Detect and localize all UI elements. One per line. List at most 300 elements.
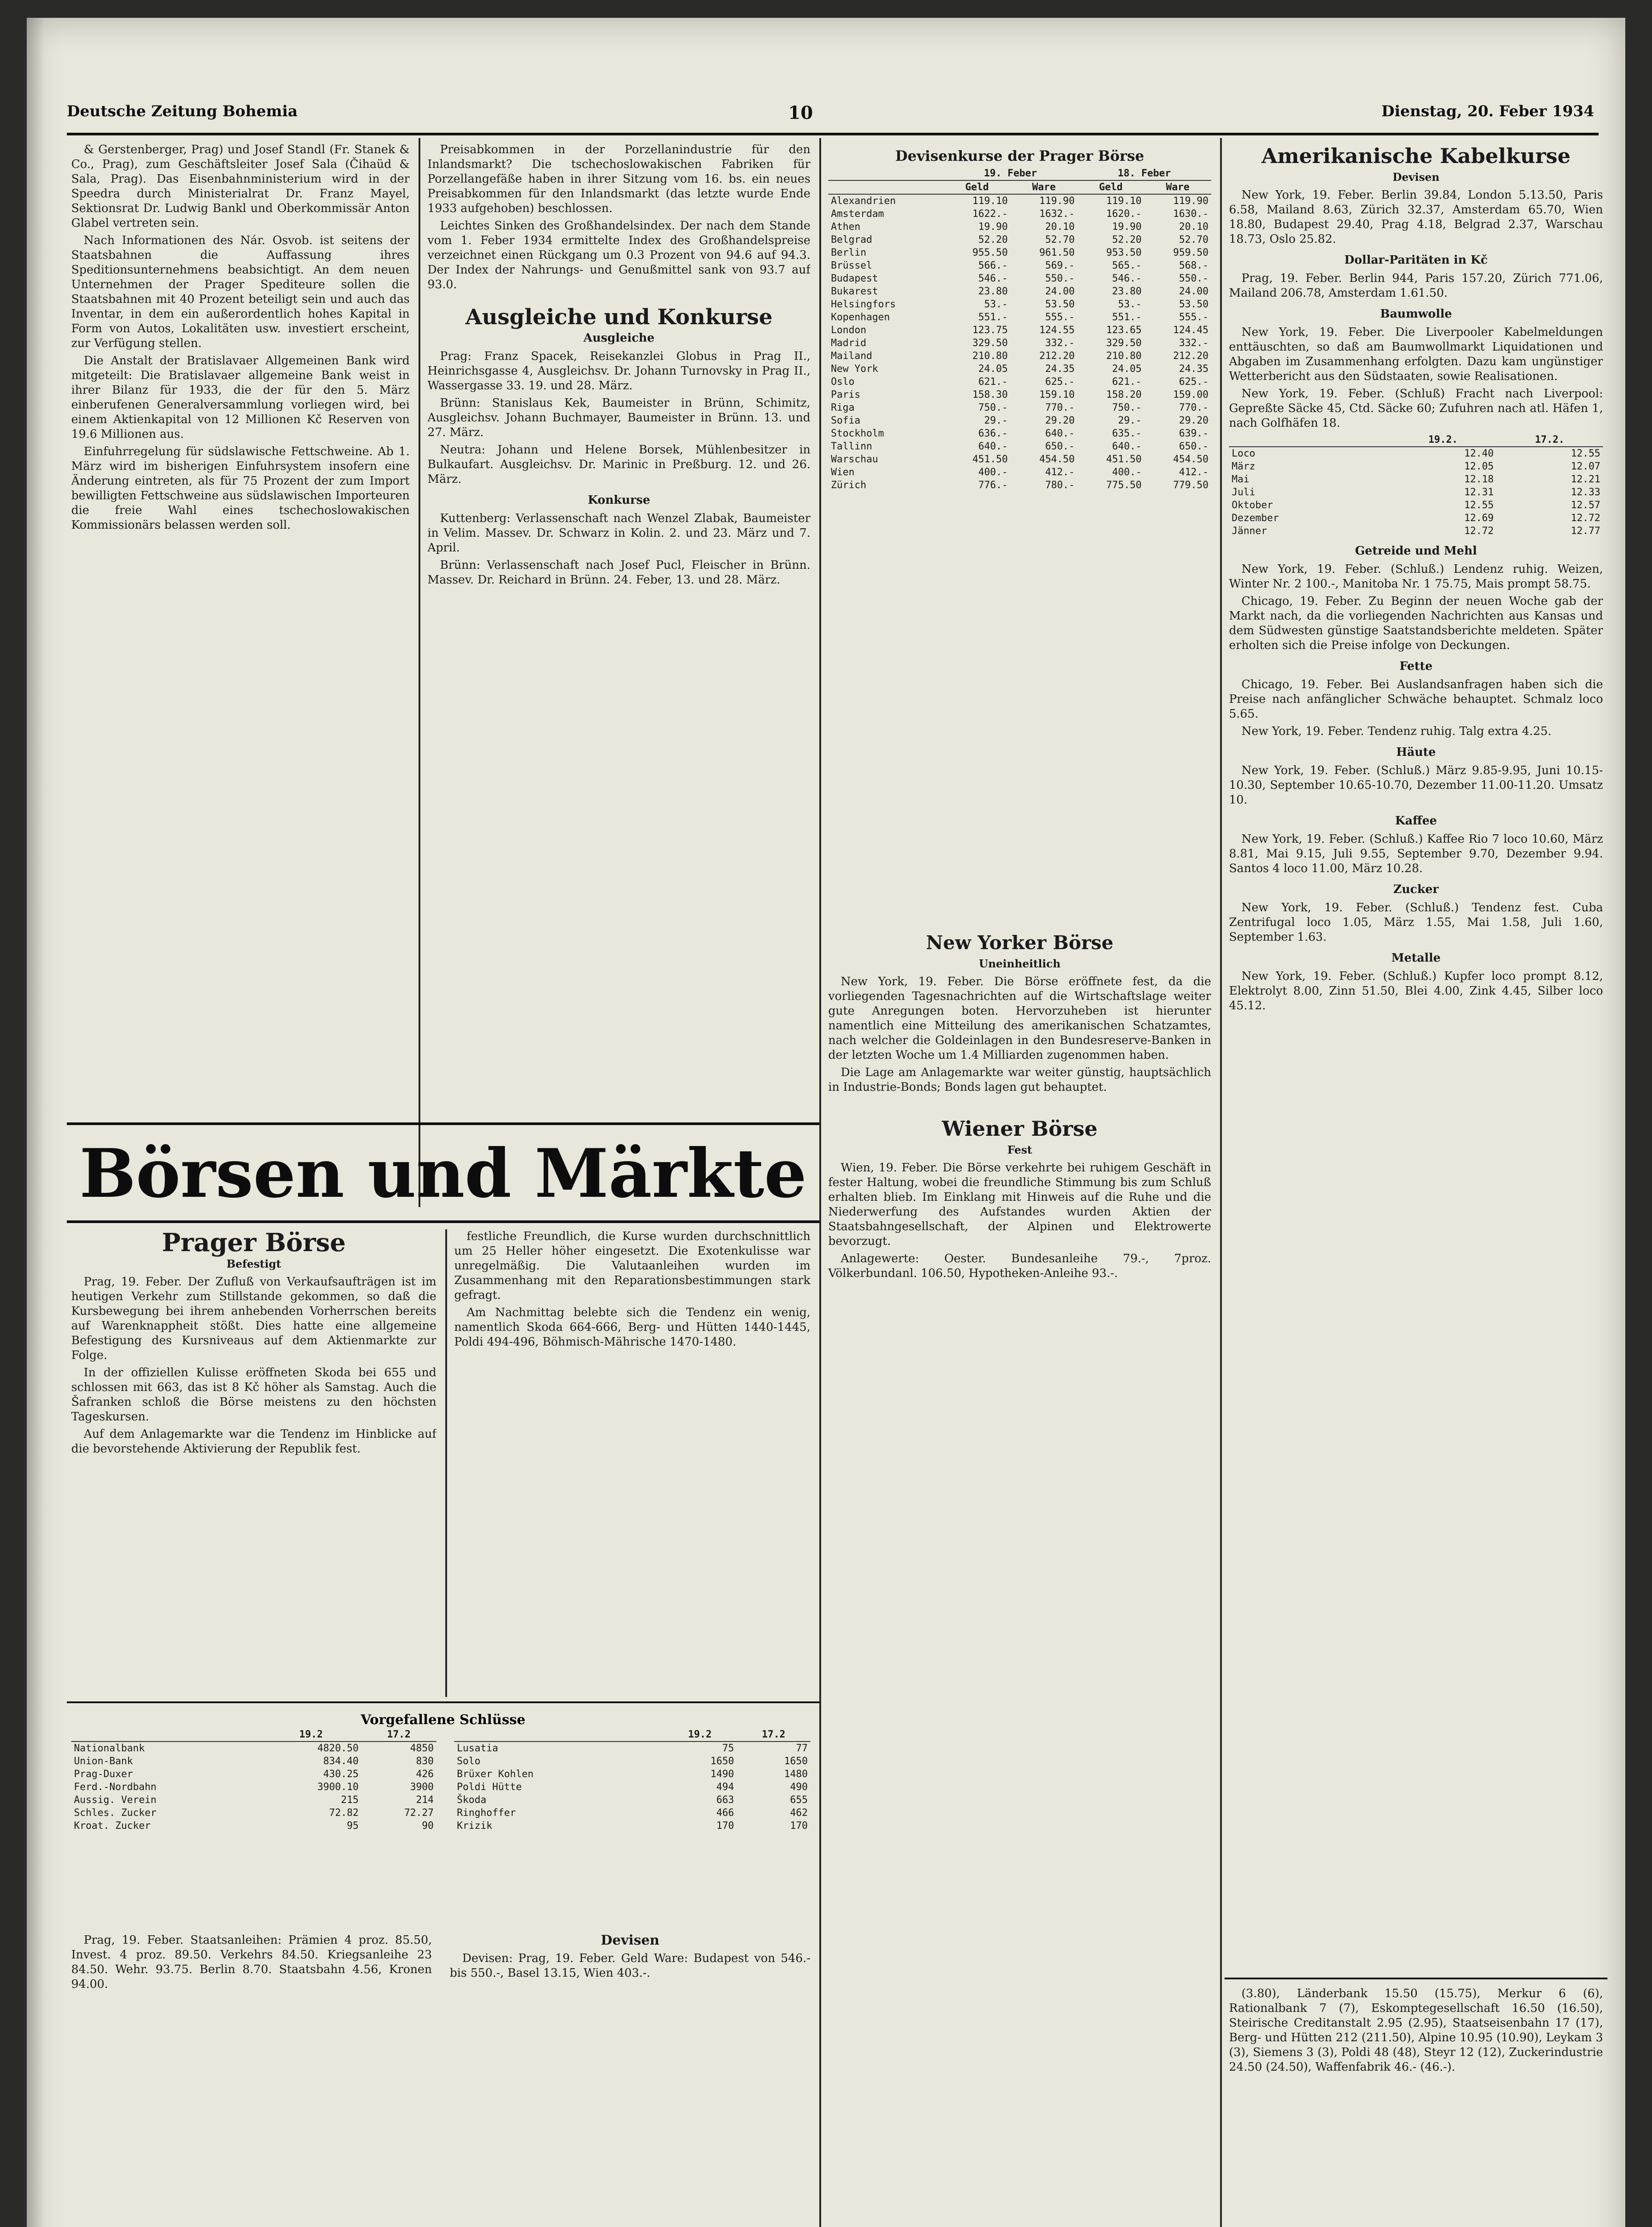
cotton-value: 12.72	[1464, 526, 1494, 537]
column-rule	[445, 1229, 447, 1697]
table-row	[1229, 486, 1603, 499]
currency-name: Berlin	[831, 247, 867, 258]
stock-name: Ringhoffer	[457, 1807, 516, 1819]
rate-value: 639.-	[1179, 428, 1208, 439]
section-subheading: Zucker	[1393, 883, 1439, 896]
cotton-value: 12.72	[1571, 513, 1600, 524]
right-bottom-column	[1229, 1986, 1603, 2227]
rate-value: 20.10	[1179, 221, 1208, 232]
stock-value: 90	[422, 1820, 434, 1831]
column-1	[71, 143, 410, 1114]
currency-name: Amsterdam	[831, 208, 884, 220]
schluesse-table-wrap-2	[454, 1728, 810, 1915]
rate-value: 53.-	[1118, 299, 1142, 310]
currency-name: Belgrad	[831, 234, 872, 245]
stock-head: 19.2	[261, 1728, 362, 1742]
rate-value: 329.50	[972, 338, 1008, 349]
currency-name: Mailand	[831, 351, 872, 362]
rate-value: 123.65	[1106, 325, 1142, 336]
rate-value: 29.20	[1179, 415, 1208, 426]
cotton-head: 17.2.	[1497, 433, 1603, 447]
rate-value: 776.-	[978, 480, 1008, 491]
rate-value: 451.50	[972, 454, 1008, 465]
currency-name: Budapest	[831, 273, 878, 284]
rate-value: 1622.-	[972, 208, 1008, 220]
rate-value: 555.-	[1045, 312, 1075, 323]
prager-boerse-column-2	[454, 1229, 810, 1697]
table-row	[71, 1742, 436, 1755]
cotton-month: Jänner	[1232, 526, 1267, 537]
rate-value: 451.50	[1106, 454, 1142, 465]
rate-value: 635.-	[1112, 428, 1142, 439]
table-row	[828, 220, 1211, 233]
rate-value: 551.-	[978, 312, 1008, 323]
table-row	[1229, 512, 1603, 525]
stock-head: 19.2	[663, 1728, 736, 1742]
rate-value: 621.-	[978, 376, 1008, 387]
table-heading: Vorgefallene Schlüsse	[361, 1712, 525, 1728]
rate-value: 625.-	[1045, 376, 1075, 387]
rate-value: 53.50	[1045, 299, 1075, 310]
table-row	[828, 427, 1211, 440]
article-paragraph: Devisen: Prag, 19. Feber. Geld Ware: Budapest von 546.- bis 550.-, Basel 13.15, Wien 403.-.	[450, 1952, 810, 1980]
rate-value: 955.50	[972, 247, 1008, 258]
currency-name: Helsingfors	[831, 299, 896, 310]
stock-value: 663	[716, 1795, 734, 1806]
rate-value: 329.50	[1106, 338, 1142, 349]
stock-name: Lusatia	[457, 1743, 498, 1754]
rate-value: 123.75	[972, 325, 1008, 336]
table-row	[71, 1794, 436, 1807]
article-paragraph: New York, 19. Feber. (Schluß.) Lendenz ruhig. Weizen, Winter Nr. 2 100.-, Manitoba Nr. 1 75.75, Mais prompt 58.75.	[1229, 563, 1603, 591]
stock-name: Kroat. Zucker	[74, 1820, 151, 1831]
masthead-left: Deutsche Zeitung Bohemia	[67, 102, 298, 120]
cotton-value: 12.40	[1464, 448, 1494, 459]
rate-value: 24.00	[1179, 286, 1208, 297]
table-row	[71, 1781, 436, 1794]
rate-value: 454.50	[1173, 454, 1208, 465]
article-paragraph: Chicago, 19. Feber. Bei Auslandsanfragen haben sich die Preise nach anfänglicher Schwäche behauptet. Schmalz loco 5.65.	[1229, 678, 1603, 721]
rate-value: 29.20	[1045, 415, 1075, 426]
stock-value: 490	[790, 1782, 808, 1793]
ny-wien-column	[828, 909, 1211, 2227]
table-row	[828, 440, 1211, 453]
article-paragraph: Chicago, 19. Feber. Zu Beginn der neuen Woche gab der Markt nach, da die vorliegenden Nachrichten aus Kansas und dem Südwesten günstige Saatstandsberichte meldeten. Später erholten sich die Preise infolge von Deckungen.	[1229, 595, 1603, 652]
table-row	[828, 298, 1211, 311]
stock-head: 17.2	[361, 1728, 436, 1742]
rate-value: 29.-	[984, 415, 1008, 426]
rate-value: 780.-	[1045, 480, 1075, 491]
article-paragraph: Prag, 19. Feber. Staatsanleihen: Prämien 4 proz. 85.50, Invest. 4 proz. 89.50. Verkehrs 84.50. Kriegsanleihe 23 84.50. Wehr. 93.75. Berlin 8.70. Staatsbahn 4.56, Kronen 94.00.	[71, 1933, 432, 1991]
stock-value: 462	[790, 1807, 808, 1819]
stock-value: 170	[716, 1820, 734, 1831]
rate-value: 568.-	[1179, 260, 1208, 271]
newspaper-page	[27, 18, 1625, 2227]
table-row	[828, 401, 1211, 414]
table-row	[454, 1742, 810, 1755]
section-heading: Devisenkurse der Prager Börse	[895, 147, 1144, 164]
currency-name: Warschau	[831, 454, 878, 465]
rate-value: 779.50	[1173, 480, 1208, 491]
section-heading: Amerikanische Kabelkurse	[1261, 144, 1571, 168]
article-paragraph: New York, 19. Feber. Die Börse eröffnete fest, da die vorliegenden Tagesnachrichten auf die Wirtschaftslage weiter gute Anregungen boten. Hervorzuheben ist hierunter namentlich eine Mitteilung des amerikanischen Schatzamtes, nach welcher die Goldeinlagen in den Bundesreserve-Banken in der letzten Woche um 1.4 Milliarden zugenommen haben.	[828, 975, 1211, 1062]
date-left: 19. Feber	[944, 167, 1077, 180]
boersen-banner: Börsen und Märkte	[79, 1134, 807, 1213]
stock-name: Krizik	[457, 1820, 492, 1831]
article-paragraph: Preisabkommen in der Porzellanindustrie für den Inlandsmarkt? Die tschechoslowakischen Fabriken für Porzellangefäße haben in ihrer Sitzung vom 16. bs. ein neues Preisabkommen für den Inlandsmarkt (das letzte wurde Ende 1933 aufgehoben) beschlossen.	[427, 143, 810, 215]
table-row	[1229, 525, 1603, 538]
rate-value: 23.80	[978, 286, 1008, 297]
rate-value: 210.80	[972, 351, 1008, 362]
rate-value: 212.20	[1039, 351, 1075, 362]
table-row	[828, 363, 1211, 375]
section-subheading: Fest	[1007, 1143, 1032, 1156]
stock-value: 1480	[784, 1769, 808, 1780]
rate-value: 650.-	[1179, 441, 1208, 452]
article-paragraph: Am Nachmittag belebte sich die Tendenz ein wenig, namentlich Skoda 664-666, Berg- und Hütten 1440-1445, Poldi 494-496, Böhmisch-Mährische 1470-1480.	[454, 1306, 810, 1349]
table-row	[828, 272, 1211, 285]
section-heading: New Yorker Börse	[926, 932, 1114, 954]
stock-value: 655	[790, 1795, 808, 1806]
article-paragraph: Brünn: Stanislaus Kek, Baumeister in Brünn, Schimitz, Ausgleichsv. Johann Buchmayer, Baumeister in Brünn. 13. und 27. März.	[427, 396, 810, 439]
rate-value: 400.-	[978, 467, 1008, 478]
rate-value: 159.00	[1173, 389, 1208, 400]
cotton-value: 12.55	[1464, 500, 1494, 511]
rate-value: 20.10	[1045, 221, 1075, 232]
table-row	[828, 259, 1211, 272]
cotton-month: Mai	[1232, 474, 1249, 485]
banner-rule	[67, 1122, 819, 1125]
rate-value: 52.20	[1112, 234, 1142, 245]
article-paragraph: Prag: Franz Spacek, Reisekanzlei Globus in Prag II., Heinrichsgasse 4, Ausgleichsv. Dr. Johann Turnovsky in Prag II., Wassergasse 33. 19. und 28. März.	[427, 350, 810, 392]
rate-value: 640.-	[1045, 428, 1075, 439]
article-paragraph: Die Anstalt der Bratislavaer Allgemeinen Bank wird mitgeteilt: Die Bratislavaer allgemeine Bank weist in ihrer Bilanz für 1933, die der für den 5. März einberufenen Generalversammlung vorliegen wird, bei einem Aktienkapital von 12 Millionen Kč Reserven von 19.6 Millionen aus.	[71, 354, 410, 441]
currency-name: Riga	[831, 402, 854, 413]
section-heading: Wiener Börse	[942, 1117, 1098, 1141]
bottom-text	[71, 1933, 810, 2227]
rate-value: 119.90	[1039, 196, 1075, 207]
article-paragraph: Auf dem Anlagemarkte war die Tendenz im Hinblicke auf die bevorstehende Aktivierung der Republik fest.	[71, 1428, 436, 1456]
rate-value: 1630.-	[1173, 208, 1208, 220]
col-geld: Geld	[1077, 180, 1144, 194]
article-paragraph: (3.80), Länderbank 15.50 (15.75), Merkur 6 (6), Rationalbank 7 (7), Eskomptegesellschaft 16.50 (16.50), Steirische Creditanstalt 2.95 (2.95), Staatseisenbahn 17 (17), Berg- und Hütten 212 (211.50), Alpine 10.95 (10.90), Leykam 3 (3), Siemens 3 (3), Poldi 48 (48), Steyr 12 (12), Zuckerindustrie 24.50 (24.50), Waffenfabrik 46.- (46.-).	[1229, 1987, 1603, 2074]
rate-value: 770.-	[1045, 402, 1075, 413]
article-paragraph: Leichtes Sinken des Großhandelsindex. Der nach dem Stande vom 1. Feber 1934 ermittelte Index des Großhandelspreise verzeichnet einen Rückgang um 0.3 Prozent von 94.6 auf 94.3. Der Index der Nahrungs- und Genußmittel sank von 93.7 auf 93.0.	[427, 219, 810, 291]
table-row	[71, 1768, 436, 1781]
stock-value: 77	[796, 1743, 808, 1754]
stock-value: 214	[416, 1795, 434, 1806]
article-paragraph: Brünn: Verlassenschaft nach Josef Pucl, Fleischer in Brünn. Massev. Dr. Reichard in Brünn. 24. Feber, 13. und 28. März.	[427, 559, 810, 587]
cotton-value: 12.31	[1464, 487, 1494, 498]
section-heading: Prager Börse	[162, 1229, 346, 1257]
stock-value: 1650	[710, 1756, 734, 1767]
devisen-column	[828, 143, 1211, 900]
article-paragraph: Anlagewerte: Oester. Bundesanleihe 79.-, 7proz. Völkerbundanl. 106.50, Hypotheken-Anleihe 93.-.	[828, 1252, 1211, 1280]
rate-value: 332.-	[1179, 338, 1208, 349]
rate-value: 23.80	[1112, 286, 1142, 297]
amerikanische-column	[1229, 143, 1603, 1969]
rate-value: 550.-	[1179, 273, 1208, 284]
rate-value: 159.10	[1039, 389, 1075, 400]
currency-name: Wien	[831, 467, 854, 478]
article-paragraph: New York, 19. Feber. (Schluß.) Kaffee Rio 7 loco 10.60, März 8.81, Mai 9.15, Juli 9.55, September 9.70, Dezember 9.94. Santos 4 loco 11.00, März 10.28.	[1229, 832, 1603, 875]
stock-value: 426	[416, 1769, 434, 1780]
stock-head: 17.2	[737, 1728, 811, 1742]
rate-value: 53.-	[984, 299, 1008, 310]
currency-name: Oslo	[831, 376, 854, 387]
article-paragraph: New York, 19. Feber. (Schluß.) Tendenz fest. Cuba Zentrifugal loco 1.05, März 1.55, Mai 1.58, Juli 1.60, September 1.63.	[1229, 901, 1603, 944]
section-subheading: Uneinheitlich	[979, 957, 1061, 970]
rate-value: 52.70	[1179, 234, 1208, 245]
currency-name: Zürich	[831, 480, 867, 491]
table-header	[71, 1728, 436, 1742]
stock-name: Brüxer Kohlen	[457, 1769, 534, 1780]
stock-name: Schles. Zucker	[74, 1807, 157, 1819]
cotton-month: Loco	[1232, 448, 1255, 459]
table-row	[1229, 499, 1603, 512]
cotton-value: 12.21	[1571, 474, 1600, 485]
rate-value: 775.50	[1106, 480, 1142, 491]
currency-name: Bukarest	[831, 286, 878, 297]
cotton-value: 12.77	[1571, 526, 1600, 537]
rate-value: 454.50	[1039, 454, 1075, 465]
stock-name: Aussig. Verein	[74, 1795, 157, 1806]
rate-value: 119.10	[972, 196, 1008, 207]
rate-value: 158.30	[972, 389, 1008, 400]
masthead-date: Dienstag, 20. Feber 1934	[1381, 102, 1594, 120]
table-header	[454, 1728, 810, 1742]
table-row	[828, 466, 1211, 479]
stock-value: 430.25	[323, 1769, 359, 1780]
section-subheading: Ausgleiche	[583, 331, 655, 345]
article-paragraph: Prag, 19. Feber. Der Zufluß von Verkaufsaufträgen ist im heutigen Verkehr zum Stillstande gekommen, so daß die Kursbewegung bei ihrem anhebenden Vorherrschen bereits auf Warenknappheit stößt. Dies hatte eine allgemeine Befestigung des Kursniveaus auf dem Aktienmarkte zur Folge.	[71, 1275, 436, 1362]
table-row	[828, 350, 1211, 363]
rate-value: 1632.-	[1039, 208, 1075, 220]
article-paragraph: New York, 19. Feber. Berlin 39.84, London 5.13.50, Paris 6.58, Mailand 8.63, Zürich 32.37, Amsterdam 65.70, Wien 18.80, Budapest 29.40, Prag 4.18, Belgrad 2.37, Warschau 18.73, Oslo 25.82.	[1229, 188, 1603, 246]
stock-head	[454, 1728, 663, 1742]
rate-value: 124.55	[1039, 325, 1075, 336]
cotton-value: 12.33	[1571, 487, 1600, 498]
section-subheading: Devisen	[1392, 171, 1440, 184]
rate-value: 210.80	[1106, 351, 1142, 362]
table-row	[1229, 447, 1603, 460]
rate-value: 650.-	[1045, 441, 1075, 452]
stock-value: 1490	[710, 1769, 734, 1780]
rate-value: 640.-	[1112, 441, 1142, 452]
table-row	[828, 324, 1211, 337]
stock-name: Poldi Hütte	[457, 1782, 522, 1793]
table-row	[828, 388, 1211, 401]
article-paragraph: In der offiziellen Kulisse eröffneten Skoda bei 655 und schlossen mit 663, das ist 8 Kč höher als Samstag. Auch die Šafranken schloß die Börse meistens zu den höchsten Tageskursen.	[71, 1366, 436, 1423]
table-row	[1229, 460, 1603, 473]
stock-value: 834.40	[323, 1756, 359, 1767]
rate-value: 53.50	[1179, 299, 1208, 310]
article-paragraph: Wien, 19. Feber. Die Börse verkehrte bei ruhigem Geschäft in fester Haltung, wobei die freundliche Stimmung bis zum Schluß erhalten blieb. Im Einklang mit Hinweis auf die Ruhe und die Niederwerfung des Aufstandes wurden Aktien der Staatsbahngesellschaft, der Alpinen und Elektrowerte bevorzugt.	[828, 1161, 1211, 1248]
rate-value: 750.-	[1112, 402, 1142, 413]
header-rule	[67, 133, 1599, 135]
table-row	[828, 194, 1211, 208]
table-row	[71, 1755, 436, 1768]
section-heading: Ausgleiche und Konkurse	[465, 305, 773, 330]
article-paragraph: Prag, 19. Feber. Berlin 944, Paris 157.20, Zürich 771.06, Mailand 206.78, Amsterdam 1.61.50.	[1229, 272, 1603, 300]
article-paragraph: Die Lage am Anlagemarkte war weiter günstig, hauptsächlich in Industrie-Bonds; Bonds lagen gut behauptet.	[828, 1066, 1211, 1094]
col-ware: Ware	[1144, 180, 1211, 194]
rate-value: 953.50	[1106, 247, 1142, 258]
table-row	[454, 1781, 810, 1794]
table-row	[828, 453, 1211, 466]
rate-value: 412.-	[1179, 467, 1208, 478]
article-paragraph: Neutra: Johann und Helene Borsek, Mühlenbesitzer in Bulkaufart. Ausgleichsv. Dr. Marinic in Preßburg. 12. und 26. März.	[427, 443, 810, 486]
col-geld: Geld	[944, 180, 1010, 194]
cotton-value: 12.57	[1571, 500, 1600, 511]
rate-value: 546.-	[1112, 273, 1142, 284]
cotton-table	[1229, 433, 1603, 538]
rate-value: 546.-	[978, 273, 1008, 284]
rate-value: 119.10	[1106, 196, 1142, 207]
rate-value: 550.-	[1045, 273, 1075, 284]
section-subheading: Häute	[1396, 746, 1436, 759]
table-row	[828, 337, 1211, 350]
rate-value: 24.35	[1045, 363, 1075, 375]
section-subheading: Befestigt	[226, 1257, 281, 1270]
currency-name: Brüssel	[831, 260, 872, 271]
rate-value: 625.-	[1179, 376, 1208, 387]
currency-name: Alexandrien	[831, 196, 896, 207]
cotton-value: 12.05	[1464, 461, 1494, 472]
table-row	[828, 414, 1211, 427]
stock-value: 3900	[410, 1782, 434, 1793]
stock-value: 3900.10	[317, 1782, 359, 1793]
rate-value: 961.50	[1039, 247, 1075, 258]
rate-value: 24.35	[1179, 363, 1208, 375]
stock-value: 72.27	[404, 1807, 434, 1819]
stock-value: 494	[716, 1782, 734, 1793]
stock-value: 466	[716, 1807, 734, 1819]
cotton-value: 12.69	[1464, 513, 1494, 524]
rate-value: 158.20	[1106, 389, 1142, 400]
rate-value: 119.90	[1173, 196, 1208, 207]
table-row	[828, 208, 1211, 220]
cotton-value: 12.18	[1464, 474, 1494, 485]
schluesse-table-wrap	[71, 1728, 436, 1832]
stock-value: 170	[790, 1820, 808, 1831]
table-row	[828, 479, 1211, 492]
currency-name: Kopenhagen	[831, 312, 890, 323]
column-rule-h	[1225, 1978, 1607, 1979]
currency-name: London	[831, 325, 867, 336]
table-row	[454, 1807, 810, 1819]
stock-name: Prag-Duxer	[74, 1769, 133, 1780]
rate-value: 24.05	[1112, 363, 1142, 375]
table-row	[71, 1807, 436, 1819]
article-paragraph: New York, 19. Feber. (Schluß) Fracht nach Liverpool: Gepreßte Säcke 45, Ctd. Säcke 60; Zufuhren nach atl. Häfen 1, nach Golfhäfen 18.	[1229, 387, 1603, 430]
stock-name: Škoda	[457, 1795, 487, 1806]
cotton-month: Juli	[1232, 487, 1255, 498]
rate-value: 551.-	[1112, 312, 1142, 323]
section-heading: Devisen	[601, 1933, 659, 1948]
currency-name: Athen	[831, 221, 861, 232]
section-subheading: Metalle	[1391, 951, 1441, 965]
cotton-month: Dezember	[1232, 513, 1279, 524]
section-subheading: Dollar-Paritäten in Kč	[1344, 253, 1488, 267]
currency-name: Paris	[831, 389, 861, 400]
rate-value: 750.-	[978, 402, 1008, 413]
table-row	[828, 285, 1211, 298]
rate-value: 636.-	[978, 428, 1008, 439]
rate-value: 959.50	[1173, 247, 1208, 258]
column-rule	[1220, 138, 1222, 2227]
section-subheading: Getreide und Mehl	[1355, 544, 1477, 558]
rate-value: 400.-	[1112, 467, 1142, 478]
rate-value: 621.-	[1112, 376, 1142, 387]
article-paragraph: Einfuhrregelung für südslawische Fettschweine. Ab 1. März wird im bisherigen Einfuhrsystem insofern eine Änderung eintreten, als für 75 Prozent der zum Import bewilligten Fettschweine aus südslawischen Importeuren die freie Wahl eines tschechoslowakischen Kommissionärs belassen werden soll.	[71, 445, 410, 532]
rate-value: 124.45	[1173, 325, 1208, 336]
table-row	[454, 1768, 810, 1781]
rate-value: 640.-	[978, 441, 1008, 452]
cotton-value: 12.55	[1571, 448, 1600, 459]
section-subheading: Baumwolle	[1380, 307, 1452, 321]
stock-value: 830	[416, 1756, 434, 1767]
cotton-month: März	[1232, 461, 1255, 472]
stock-name: Solo	[457, 1756, 480, 1767]
stock-value: 95	[346, 1820, 359, 1831]
table-row	[454, 1755, 810, 1768]
table-row	[454, 1819, 810, 1832]
table-row	[828, 246, 1211, 259]
cotton-head: 19.2.	[1390, 433, 1496, 447]
page-number: 10	[788, 102, 813, 123]
rate-value: 332.-	[1045, 338, 1075, 349]
currency-name: Tallinn	[831, 441, 872, 452]
section-subheading: Kaffee	[1395, 814, 1437, 828]
stock-name: Nationalbank	[74, 1743, 145, 1754]
rate-value: 412.-	[1045, 467, 1075, 478]
date-right: 18. Feber	[1077, 167, 1211, 180]
table-row	[828, 311, 1211, 324]
schluesse-table	[71, 1728, 436, 1832]
stock-value: 215	[341, 1795, 359, 1806]
rate-value: 24.05	[978, 363, 1008, 375]
rate-value: 19.90	[978, 221, 1008, 232]
column-rule	[819, 138, 821, 2227]
stock-value: 72.82	[329, 1807, 359, 1819]
page-fold-shadow	[27, 18, 45, 2227]
prager-boerse-column	[71, 1229, 436, 1697]
table-row	[71, 1819, 436, 1832]
stock-value: 1650	[784, 1756, 808, 1767]
article-paragraph: Kuttenberg: Verlassenschaft nach Wenzel Zlabak, Baumeister in Velim. Massev. Dr. Schwarz in Kolin. 2. und 23. März und 7. April.	[427, 512, 810, 555]
rate-value: 555.-	[1179, 312, 1208, 323]
devisen-table	[828, 167, 1211, 492]
currency-name: Stockholm	[831, 428, 884, 439]
article-paragraph: New York, 19. Feber. (Schluß.) Kupfer loco prompt 8.12, Elektrolyt 8.00, Zinn 51.50, Blei 4.00, Zink 4.45, Silber loco 45.12.	[1229, 970, 1603, 1012]
rate-value: 770.-	[1179, 402, 1208, 413]
stock-value: 4850	[410, 1743, 434, 1754]
currency-name: Sofia	[831, 415, 861, 426]
rate-value: 1620.-	[1106, 208, 1142, 220]
cotton-value: 12.07	[1571, 461, 1600, 472]
stock-value: 4820.50	[317, 1743, 359, 1754]
article-paragraph: New York, 19. Feber. Die Liverpooler Kabelmeldungen enttäuschten, so daß am Baumwollmarkt Liquidationen und Abgaben im Zusammenhang erfolgten. Dazu kam ungünstiger Wetterbericht aus den Südstaaten, sowie Realisationen.	[1229, 326, 1603, 383]
article-paragraph: festliche Freundlich, die Kurse wurden durchschnittlich um 25 Heller höher eingesetzt. Die Exotenkulisse war unregelmäßig. Die Valutaanleihen wurden im Zusammenhang mit den Reparationsbestimmungen stark gefragt.	[454, 1230, 810, 1302]
stock-value: 75	[722, 1743, 734, 1754]
stock-name: Union-Bank	[74, 1756, 133, 1767]
stock-name: Ferd.-Nordbahn	[74, 1782, 157, 1793]
cotton-month: Oktober	[1232, 500, 1273, 511]
banner-rule	[67, 1220, 819, 1223]
rate-value: 19.90	[1112, 221, 1142, 232]
currency-name: Madrid	[831, 338, 867, 349]
